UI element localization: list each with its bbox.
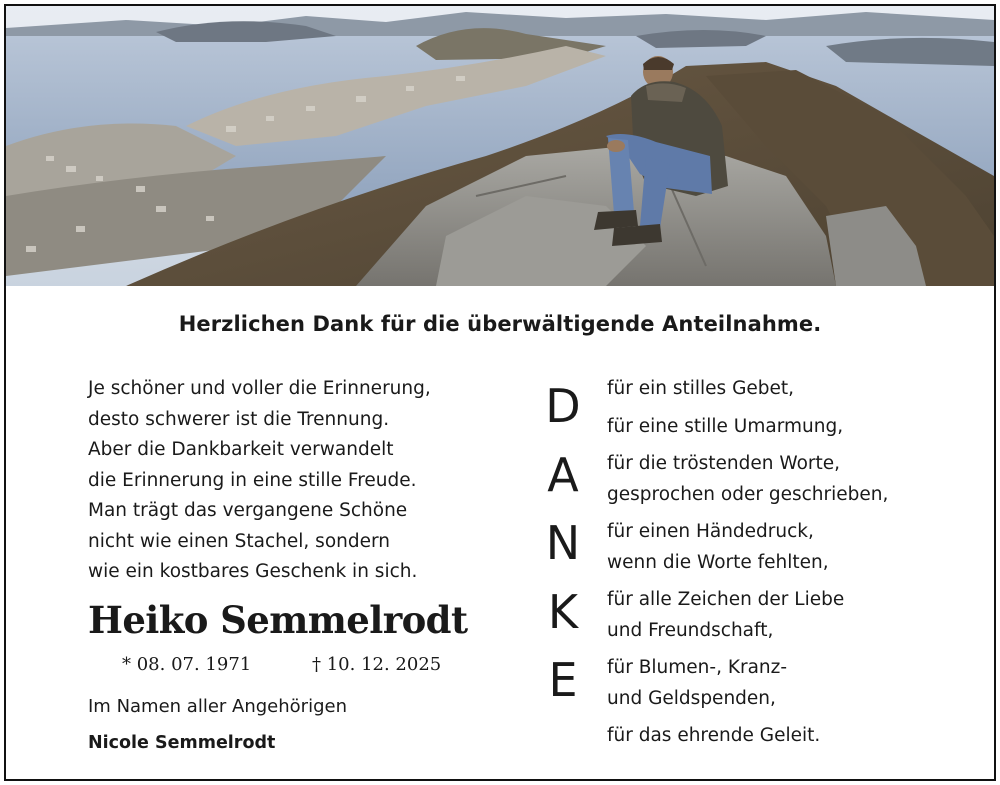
poem-line: Man trägt das vergangene Schöne xyxy=(88,500,408,521)
danke-letter: A xyxy=(547,447,579,502)
thanks-line: für die tröstenden Worte, xyxy=(607,453,841,474)
thanks-list xyxy=(607,374,987,759)
poem-line: Aber die Dankbarkeit verwandelt xyxy=(88,439,394,460)
signoff-text: Im Namen aller Angehörigen xyxy=(88,696,347,717)
danke-letter: N xyxy=(545,516,581,570)
thanks-item xyxy=(607,653,987,714)
thanks-line: für alle Zeichen der Liebe xyxy=(607,589,845,610)
memorial-poem xyxy=(88,374,508,588)
poem-line: desto schwerer ist die Trennung. xyxy=(88,408,390,430)
thanks-item xyxy=(607,374,987,405)
thanks-item xyxy=(607,721,987,752)
thanks-line: für das ehrende Geleit. xyxy=(607,725,821,746)
thanks-line: und Freundschaft, xyxy=(607,619,774,641)
thanks-line: für einen Händedruck, xyxy=(607,521,814,542)
thanks-line: für eine stille Umarmung, xyxy=(607,415,844,437)
danke-letter: K xyxy=(547,584,579,639)
poem-line: die Erinnerung in eine stille Freude. xyxy=(88,469,417,491)
thanks-item xyxy=(607,585,987,646)
poem-line: wie ein kostbares Geschenk in sich. xyxy=(88,561,418,582)
poem-line: nicht wie einen Stachel, sondern xyxy=(88,530,390,552)
thanks-item xyxy=(607,449,987,510)
deceased-name: Heiko Semmelrodt xyxy=(88,598,468,642)
poem-line: Je schöner und voller die Erinnerung, xyxy=(88,378,431,399)
memorial-photo xyxy=(6,6,994,286)
obituary-card xyxy=(4,4,996,781)
danke-vertical-word xyxy=(533,378,593,721)
birth-date: * 08. 07. 1971 xyxy=(122,654,252,675)
thanks-line: für ein stilles Gebet, xyxy=(607,378,795,399)
death-date: † 10. 12. 2025 xyxy=(312,654,442,675)
signer-name: Nicole Semmelrodt xyxy=(88,733,276,753)
danke-letter: E xyxy=(548,653,578,707)
thanks-item xyxy=(607,517,987,578)
thanks-line: für Blumen-, Kranz- xyxy=(607,657,788,678)
thanks-line: wenn die Worte fehlten, xyxy=(607,551,829,573)
headline: Herzlichen Dank für die überwältigende Anteilnahme. xyxy=(178,312,822,336)
thanks-item xyxy=(607,412,987,443)
thanks-line: und Geldspenden, xyxy=(607,687,776,709)
thanks-line: gesprochen oder geschrieben, xyxy=(607,483,889,505)
danke-letter: D xyxy=(545,379,581,433)
